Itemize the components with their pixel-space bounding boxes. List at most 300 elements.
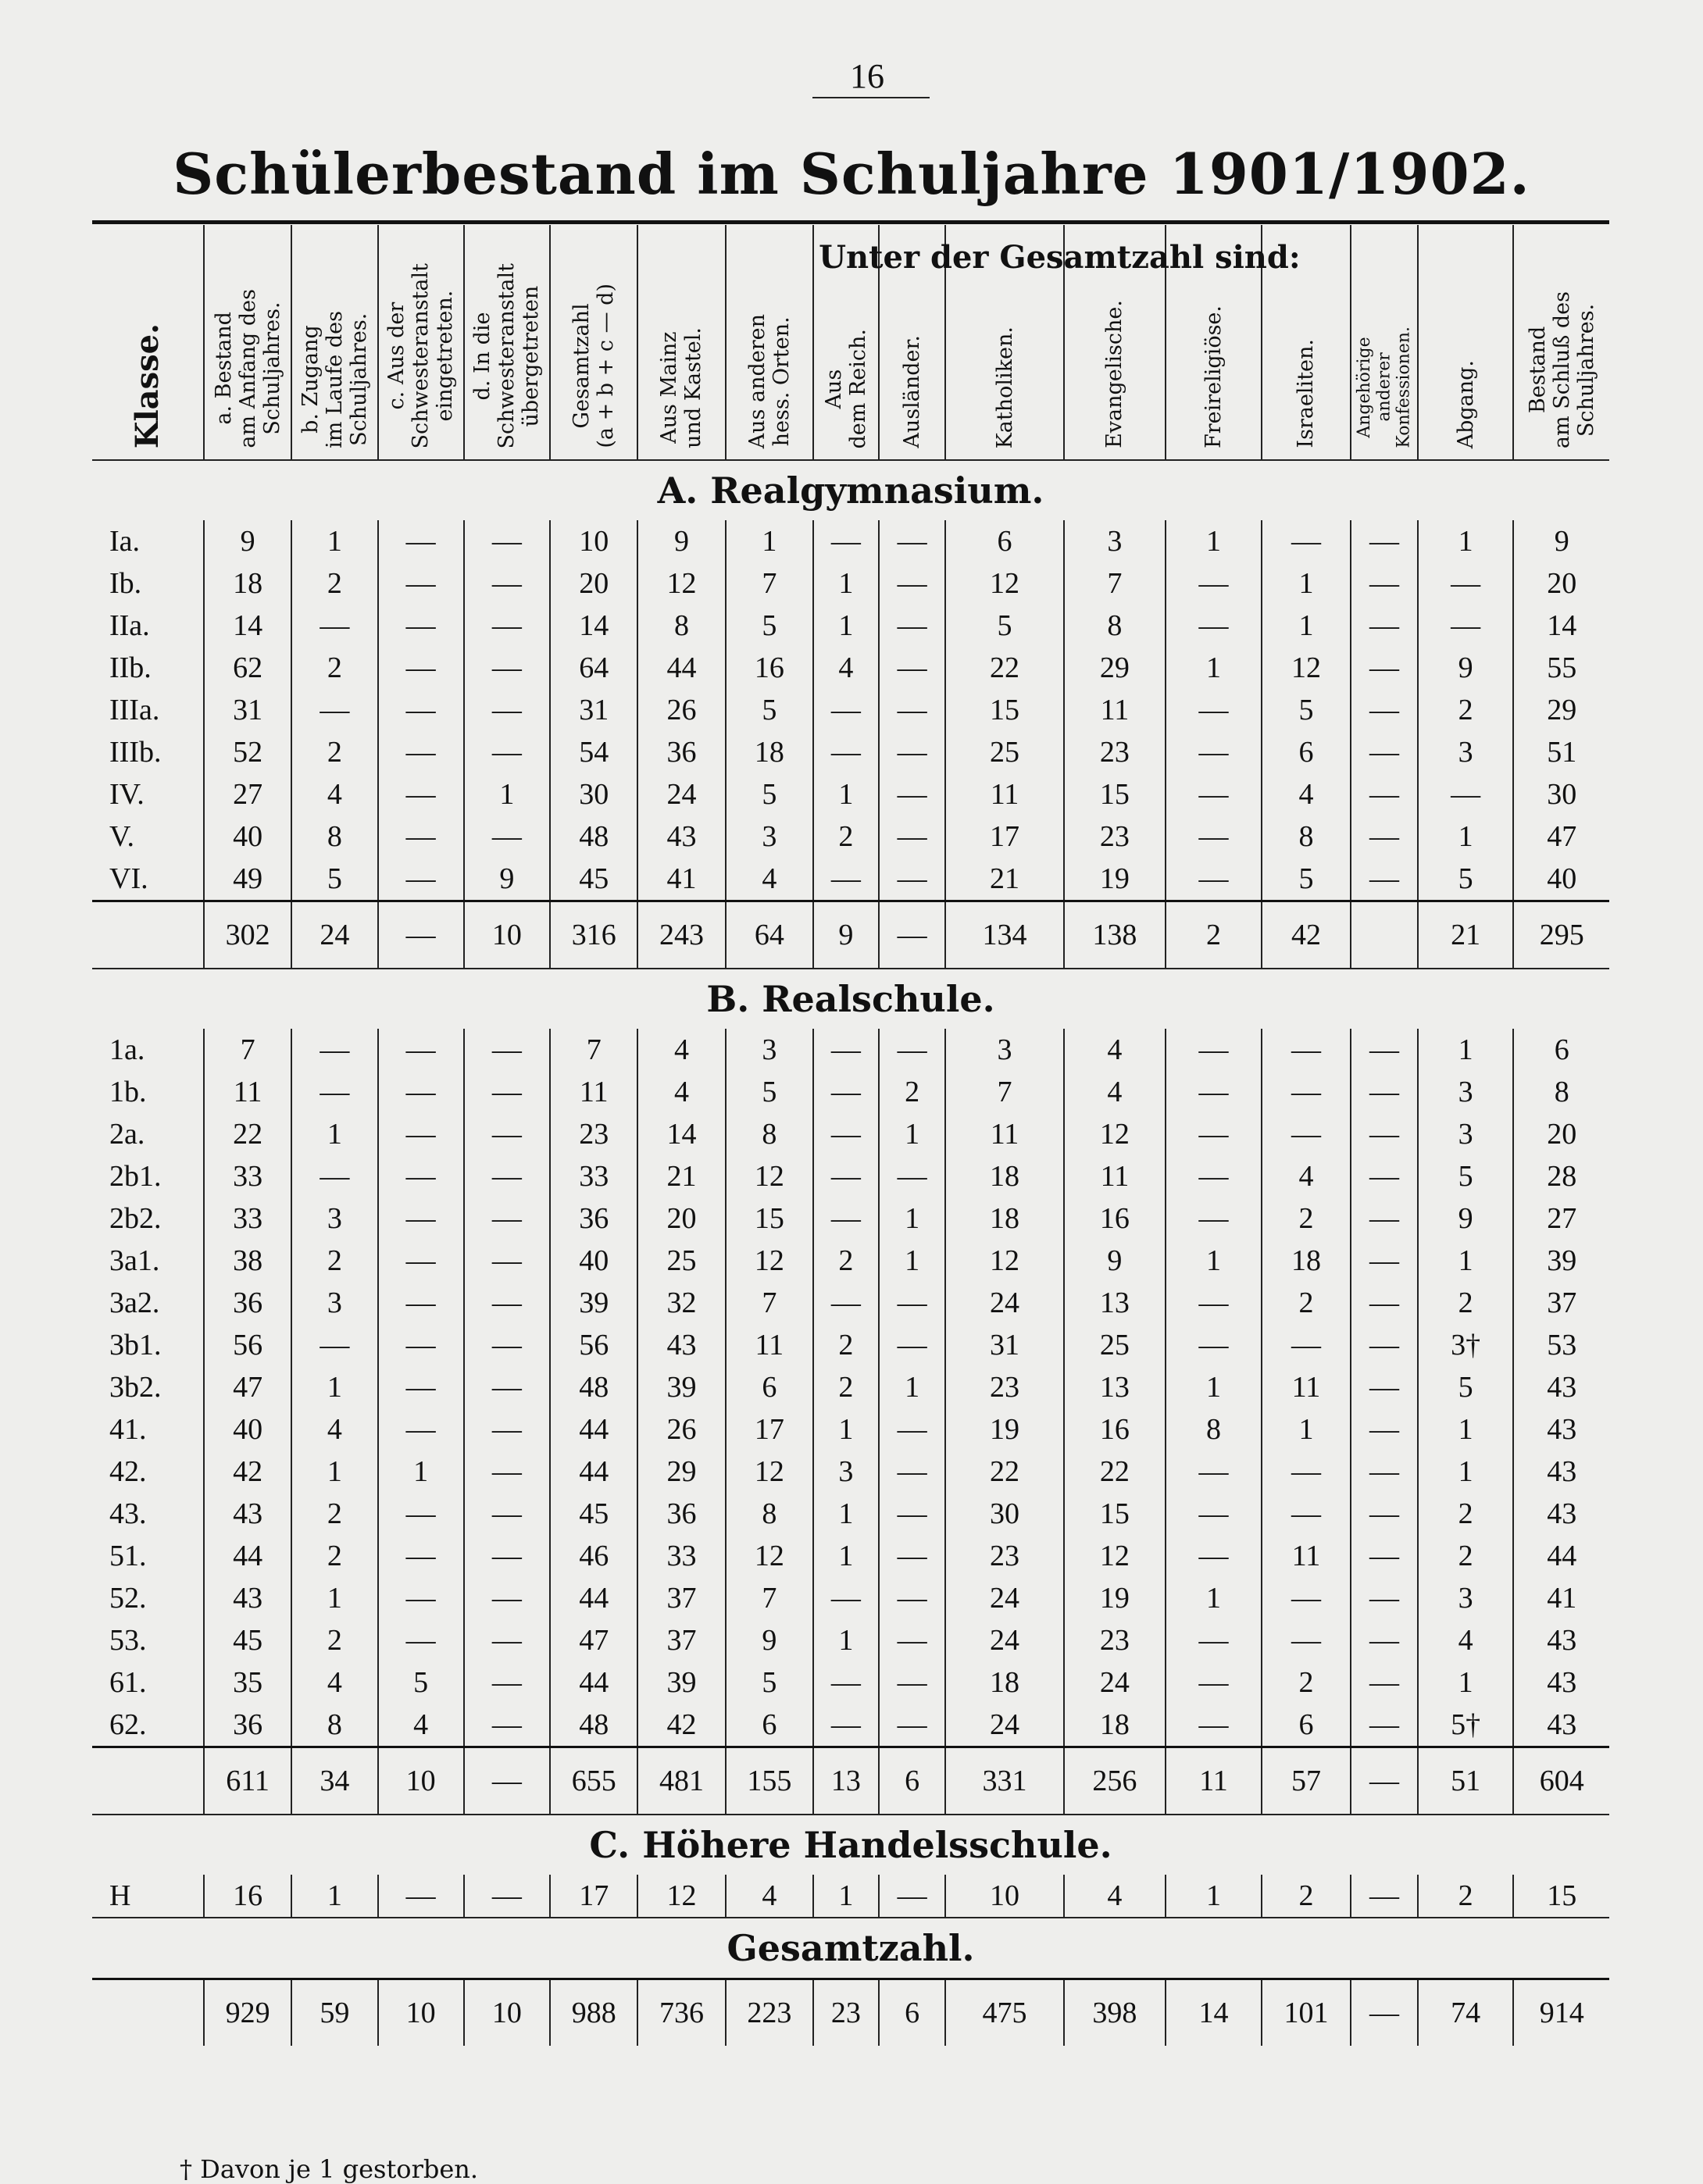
table-cell: — <box>378 605 464 647</box>
table-cell: — <box>879 1408 946 1451</box>
table-cell: — <box>378 1240 464 1282</box>
table-cell: — <box>1351 1366 1418 1408</box>
table-cell: 24 <box>945 1282 1063 1324</box>
row-label: 53. <box>109 1624 147 1657</box>
table-cell: 43 <box>1513 1366 1609 1408</box>
table-cell: 30 <box>945 1493 1063 1535</box>
table-cell: — <box>1351 858 1418 901</box>
table-cell: 43 <box>1513 1493 1609 1535</box>
table-cell: 8 <box>637 605 725 647</box>
table-cell: — <box>378 773 464 815</box>
table-cell: 10 <box>378 1979 464 2047</box>
table-cell: 41 <box>637 858 725 901</box>
table-cell: — <box>1166 1282 1262 1324</box>
table-cell: 988 <box>550 1979 637 2047</box>
table-body <box>92 460 1609 2046</box>
table-cell: 155 <box>726 1747 813 1815</box>
table-cell: 3 <box>291 1282 377 1324</box>
table-cell: — <box>813 1113 879 1155</box>
table-cell: 18 <box>204 562 291 605</box>
table-cell: 12 <box>726 1451 813 1493</box>
table-cell: 43 <box>1513 1661 1609 1704</box>
table-cell: 2 <box>291 562 377 605</box>
table-cell: — <box>1351 1493 1418 1535</box>
row-label: 2a. <box>109 1118 145 1151</box>
table-cell: 7 <box>550 1029 637 1071</box>
table-cell: 1 <box>1262 605 1351 647</box>
table-cell: 398 <box>1064 1979 1166 2047</box>
header-col: Israeliten. <box>1262 225 1351 460</box>
table-cell: 1 <box>1418 1451 1514 1493</box>
table-cell: 1 <box>1262 562 1351 605</box>
table-cell: — <box>1262 1577 1351 1619</box>
table-cell: — <box>879 1875 946 1918</box>
table-cell: — <box>378 1408 464 1451</box>
table-cell: — <box>464 520 550 562</box>
table-cell: — <box>879 1282 946 1324</box>
table-cell: — <box>464 605 550 647</box>
table-cell: 23 <box>945 1535 1063 1577</box>
table-cell: — <box>464 1493 550 1535</box>
table-cell: 11 <box>550 1071 637 1113</box>
table-cell: 14 <box>1513 605 1609 647</box>
table-cell: 12 <box>945 1240 1063 1282</box>
table-cell: 5 <box>378 1661 464 1704</box>
table-cell: 5 <box>726 1661 813 1704</box>
row-label <box>92 1747 204 1815</box>
table-cell: 28 <box>1513 1155 1609 1197</box>
table-cell: — <box>464 1577 550 1619</box>
table-cell: 11 <box>204 1071 291 1113</box>
table-cell: 4 <box>1064 1029 1166 1071</box>
table-row <box>92 1875 1609 1918</box>
table-cell: — <box>1166 1704 1262 1747</box>
table-cell: — <box>879 1451 946 1493</box>
table-cell: 27 <box>1513 1197 1609 1240</box>
row-label: V. <box>109 820 135 853</box>
table-cell: 12 <box>1064 1535 1166 1577</box>
table-cell: 40 <box>204 1408 291 1451</box>
table-cell: 48 <box>550 1704 637 1747</box>
table-cell: 1 <box>879 1366 946 1408</box>
table-cell: — <box>1351 1661 1418 1704</box>
table-cell: — <box>813 1197 879 1240</box>
table-cell: 1 <box>1166 1240 1262 1282</box>
table-cell: — <box>813 731 879 773</box>
table-cell: 40 <box>1513 858 1609 901</box>
table-row <box>92 520 1609 562</box>
table-cell: 31 <box>945 1324 1063 1366</box>
table-row <box>92 731 1609 773</box>
table-cell: 43 <box>1513 1704 1609 1747</box>
table-cell: 30 <box>1513 773 1609 815</box>
row-label: 1a. <box>109 1033 145 1066</box>
table-cell: — <box>464 1366 550 1408</box>
table-cell: 56 <box>550 1324 637 1366</box>
table-cell: 22 <box>945 1451 1063 1493</box>
table-cell: — <box>813 858 879 901</box>
table-cell: — <box>464 1324 550 1366</box>
table-cell: — <box>813 1577 879 1619</box>
table-cell: 24 <box>637 773 725 815</box>
table-row <box>92 1619 1609 1661</box>
table-cell: — <box>464 1155 550 1197</box>
table-cell: 23 <box>550 1113 637 1155</box>
table-cell: — <box>1351 1979 1418 2047</box>
table-cell: — <box>464 731 550 773</box>
table-cell: 8 <box>726 1493 813 1535</box>
table-cell: 15 <box>945 689 1063 731</box>
table-cell: 43 <box>1513 1451 1609 1493</box>
table-cell: — <box>1351 815 1418 858</box>
table-cell: — <box>464 1029 550 1071</box>
table-cell: — <box>813 689 879 731</box>
table-cell: 2 <box>1262 1282 1351 1324</box>
table-cell: 5 <box>726 773 813 815</box>
table-cell: 2 <box>1418 1282 1514 1324</box>
table-cell: 302 <box>204 901 291 969</box>
row-label: 41. <box>109 1413 147 1446</box>
table-cell: — <box>464 1113 550 1155</box>
table-cell: — <box>1351 520 1418 562</box>
table-cell: — <box>378 815 464 858</box>
table-cell: 1 <box>1418 1661 1514 1704</box>
table-cell: — <box>1262 1324 1351 1366</box>
table-cell: — <box>1166 1661 1262 1704</box>
table-cell: 44 <box>550 1408 637 1451</box>
table-cell: 3 <box>1418 1113 1514 1155</box>
table-cell: — <box>1351 1197 1418 1240</box>
table-cell: 1 <box>291 1577 377 1619</box>
table-cell: — <box>1166 562 1262 605</box>
row-label: IV. <box>109 778 145 811</box>
table-cell: 1 <box>813 562 879 605</box>
table-cell: 914 <box>1513 1979 1609 2047</box>
table-cell: 6 <box>879 1979 946 2047</box>
table-cell: 54 <box>550 731 637 773</box>
table-cell: 4 <box>1064 1875 1166 1918</box>
student-table-container <box>92 225 1609 2046</box>
table-cell: 20 <box>1513 1113 1609 1155</box>
table-cell: 59 <box>291 1979 377 2047</box>
table-cell: — <box>1262 1113 1351 1155</box>
table-cell: 2 <box>1418 1493 1514 1535</box>
table-cell: — <box>1166 1113 1262 1155</box>
table-cell: 21 <box>945 858 1063 901</box>
table-cell: — <box>879 1155 946 1197</box>
table-cell: 295 <box>1513 901 1609 969</box>
table-cell: — <box>378 1029 464 1071</box>
table-cell: 25 <box>1064 1324 1166 1366</box>
table-cell: 12 <box>726 1240 813 1282</box>
table-cell: 1 <box>291 1366 377 1408</box>
row-label: 61. <box>109 1666 147 1699</box>
header-col: Aus anderen hess. Orten. <box>726 225 813 460</box>
footnote: † Davon je 1 gestorben. <box>180 2154 479 2184</box>
table-cell: 655 <box>550 1747 637 1815</box>
table-cell: — <box>1166 731 1262 773</box>
table-cell: 15 <box>1064 773 1166 815</box>
table-cell: 5 <box>726 689 813 731</box>
table-cell: — <box>1351 1704 1418 1747</box>
table-row <box>92 1535 1609 1577</box>
table-cell: — <box>464 1282 550 1324</box>
table-cell: — <box>879 1493 946 1535</box>
header-col: b. Zugang im Laufe des Schuljahres. <box>291 225 377 460</box>
table-cell: — <box>378 1324 464 1366</box>
table-cell: 48 <box>550 1366 637 1408</box>
table-cell: — <box>813 1029 879 1071</box>
table-cell: — <box>1418 605 1514 647</box>
row-label: 43. <box>109 1497 147 1530</box>
table-cell: 7 <box>1064 562 1166 605</box>
table-cell: — <box>464 1197 550 1240</box>
table-cell: — <box>1351 1577 1418 1619</box>
table-cell: 2 <box>879 1071 946 1113</box>
table-cell: 45 <box>550 1493 637 1535</box>
table-cell: 7 <box>945 1071 1063 1113</box>
table-cell: 256 <box>1064 1747 1166 1815</box>
table-cell: 14 <box>637 1113 725 1155</box>
table-cell: 33 <box>550 1155 637 1197</box>
table-cell: 736 <box>637 1979 725 2047</box>
table-cell: — <box>813 520 879 562</box>
table-cell: 22 <box>204 1113 291 1155</box>
table-cell: — <box>378 1875 464 1918</box>
table-cell: 62 <box>204 647 291 689</box>
table-cell: — <box>879 1029 946 1071</box>
table-cell: — <box>1262 520 1351 562</box>
row-label: IIIa. <box>109 694 160 726</box>
table-cell: 611 <box>204 1747 291 1815</box>
header-col: Gesamtzahl (a + b + c — d) <box>550 225 637 460</box>
table-cell: 43 <box>637 815 725 858</box>
row-label: H <box>109 1879 131 1912</box>
table-cell: 16 <box>1064 1197 1166 1240</box>
table-cell: 3 <box>291 1197 377 1240</box>
table-row <box>92 1704 1609 1747</box>
table-cell: 56 <box>204 1324 291 1366</box>
table-cell: — <box>879 520 946 562</box>
header-col: Angehörige anderer Konfessionen. <box>1351 225 1418 460</box>
table-cell: 44 <box>550 1451 637 1493</box>
table-cell: — <box>1351 1071 1418 1113</box>
table-cell: — <box>1351 1324 1418 1366</box>
table-cell: 42 <box>637 1704 725 1747</box>
table-cell: — <box>1262 1451 1351 1493</box>
table-cell: — <box>879 1535 946 1577</box>
table-cell: 8 <box>1513 1071 1609 1113</box>
table-cell: 19 <box>945 1408 1063 1451</box>
row-label: 3a1. <box>109 1244 160 1277</box>
table-cell: 23 <box>813 1979 879 2047</box>
row-label <box>92 901 204 969</box>
table-cell: — <box>378 1071 464 1113</box>
table-cell: 10 <box>464 901 550 969</box>
table-cell: 19 <box>1064 1577 1166 1619</box>
table-cell: 6 <box>726 1704 813 1747</box>
table-cell: 2 <box>813 1366 879 1408</box>
table-cell: 8 <box>726 1113 813 1155</box>
table-row <box>92 815 1609 858</box>
table-cell: 11 <box>1262 1535 1351 1577</box>
table-cell: 18 <box>945 1661 1063 1704</box>
table-cell: 5 <box>1418 1155 1514 1197</box>
table-cell: 32 <box>637 1282 725 1324</box>
table-cell: 1 <box>1418 1029 1514 1071</box>
table-cell: 1 <box>1166 1366 1262 1408</box>
table-cell: — <box>813 1661 879 1704</box>
table-cell: 17 <box>550 1875 637 1918</box>
header-col: Freireligiöse. <box>1166 225 1262 460</box>
table-cell: 18 <box>945 1197 1063 1240</box>
table-cell: 29 <box>1513 689 1609 731</box>
row-label: IIb. <box>109 651 152 684</box>
table-cell: — <box>464 1747 550 1815</box>
table-cell: 2 <box>1262 1197 1351 1240</box>
table-cell: — <box>378 689 464 731</box>
table-cell: 13 <box>1064 1282 1166 1324</box>
table-cell: — <box>879 731 946 773</box>
table-cell: — <box>879 605 946 647</box>
table-cell: 1 <box>813 1493 879 1535</box>
table-cell: 55 <box>1513 647 1609 689</box>
table-cell: 64 <box>550 647 637 689</box>
table-cell: — <box>378 1282 464 1324</box>
table-cell: 10 <box>378 1747 464 1815</box>
table-cell: — <box>1166 1071 1262 1113</box>
table-cell: 2 <box>291 1535 377 1577</box>
table-cell: 475 <box>945 1979 1063 2047</box>
table-cell: 15 <box>726 1197 813 1240</box>
section-total-row <box>92 1747 1609 1815</box>
table-cell: — <box>291 1324 377 1366</box>
table-cell: — <box>1351 1875 1418 1918</box>
table-cell: 2 <box>813 1240 879 1282</box>
table-cell: 9 <box>464 858 550 901</box>
table-cell: 39 <box>550 1282 637 1324</box>
table-cell: — <box>378 1197 464 1240</box>
table-cell: 604 <box>1513 1747 1609 1815</box>
table-cell: 64 <box>726 901 813 969</box>
table-cell: 13 <box>1064 1366 1166 1408</box>
table-cell: 481 <box>637 1747 725 1815</box>
header-col: d. In die Schwesteranstalt übergetreten <box>464 225 550 460</box>
table-cell: — <box>464 1451 550 1493</box>
table-cell: 41 <box>1513 1577 1609 1619</box>
table-cell: 42 <box>1262 901 1351 969</box>
table-cell: 51 <box>1513 731 1609 773</box>
row-label: 42. <box>109 1455 147 1488</box>
header-col: Katholiken. <box>945 225 1063 460</box>
row-label: 2b2. <box>109 1202 162 1235</box>
table-cell: 22 <box>945 647 1063 689</box>
table-cell: — <box>1351 1029 1418 1071</box>
table-cell: — <box>1351 605 1418 647</box>
table-cell: — <box>464 1619 550 1661</box>
table-cell: 43 <box>204 1577 291 1619</box>
table-cell: 7 <box>726 562 813 605</box>
table-cell: 24 <box>1064 1661 1166 1704</box>
table-cell: 223 <box>726 1979 813 2047</box>
table-cell: 12 <box>726 1535 813 1577</box>
table-cell: 23 <box>1064 1619 1166 1661</box>
table-cell: 3 <box>813 1451 879 1493</box>
table-cell: 5 <box>1418 1366 1514 1408</box>
table-cell: 4 <box>637 1029 725 1071</box>
table-cell: 21 <box>637 1155 725 1197</box>
table-cell: 24 <box>291 901 377 969</box>
table-cell: — <box>879 1324 946 1366</box>
table-cell: 5 <box>726 1071 813 1113</box>
table-cell: 22 <box>1064 1451 1166 1493</box>
page-title: Schülerbestand im Schuljahre 1901/1902. <box>173 141 1530 207</box>
table-cell: 43 <box>204 1493 291 1535</box>
table-cell: 1 <box>813 1535 879 1577</box>
table-cell: 101 <box>1262 1979 1351 2047</box>
table-cell: 12 <box>1262 647 1351 689</box>
table-cell: 24 <box>945 1619 1063 1661</box>
table-cell: 44 <box>204 1535 291 1577</box>
table-cell: — <box>464 815 550 858</box>
table-cell: 26 <box>637 1408 725 1451</box>
table-row <box>92 562 1609 605</box>
table-cell: 3 <box>1418 1071 1514 1113</box>
student-table <box>92 225 1609 2046</box>
table-cell: — <box>464 562 550 605</box>
table-cell: 6 <box>1262 731 1351 773</box>
table-cell: — <box>378 647 464 689</box>
table-cell: 1 <box>726 520 813 562</box>
table-cell: 1 <box>813 1875 879 1918</box>
row-label <box>92 1979 204 2047</box>
table-cell: — <box>1262 1071 1351 1113</box>
table-row <box>92 647 1609 689</box>
table-cell: — <box>378 731 464 773</box>
table-cell: 2 <box>813 1324 879 1366</box>
table-cell: 26 <box>637 689 725 731</box>
table-cell: — <box>464 1704 550 1747</box>
table-cell: 1 <box>291 1875 377 1918</box>
table-cell: 11 <box>1064 1155 1166 1197</box>
table-row <box>92 1240 1609 1282</box>
table-cell: — <box>1166 1493 1262 1535</box>
table-cell: 1 <box>291 1113 377 1155</box>
table-cell: 31 <box>204 689 291 731</box>
table-cell: 44 <box>550 1577 637 1619</box>
table-cell: 29 <box>1064 647 1166 689</box>
table-cell: 1 <box>879 1113 946 1155</box>
table-cell: — <box>1262 1029 1351 1071</box>
table-cell: — <box>464 1071 550 1113</box>
table-cell: — <box>813 1282 879 1324</box>
table-cell: 51 <box>1418 1747 1514 1815</box>
table-cell: 5† <box>1418 1704 1514 1747</box>
table-cell: 9 <box>1513 520 1609 562</box>
table-cell: 4 <box>726 858 813 901</box>
table-cell: — <box>291 689 377 731</box>
table-cell: 11 <box>1262 1366 1351 1408</box>
table-cell: 5 <box>1418 858 1514 901</box>
table-cell: 36 <box>550 1197 637 1240</box>
table-cell: 11 <box>945 1113 1063 1155</box>
table-cell: — <box>291 1071 377 1113</box>
row-label: IIIb. <box>109 736 162 769</box>
table-cell: 138 <box>1064 901 1166 969</box>
table-cell: — <box>879 1577 946 1619</box>
table-cell: 15 <box>1513 1875 1609 1918</box>
table-cell: 9 <box>1064 1240 1166 1282</box>
